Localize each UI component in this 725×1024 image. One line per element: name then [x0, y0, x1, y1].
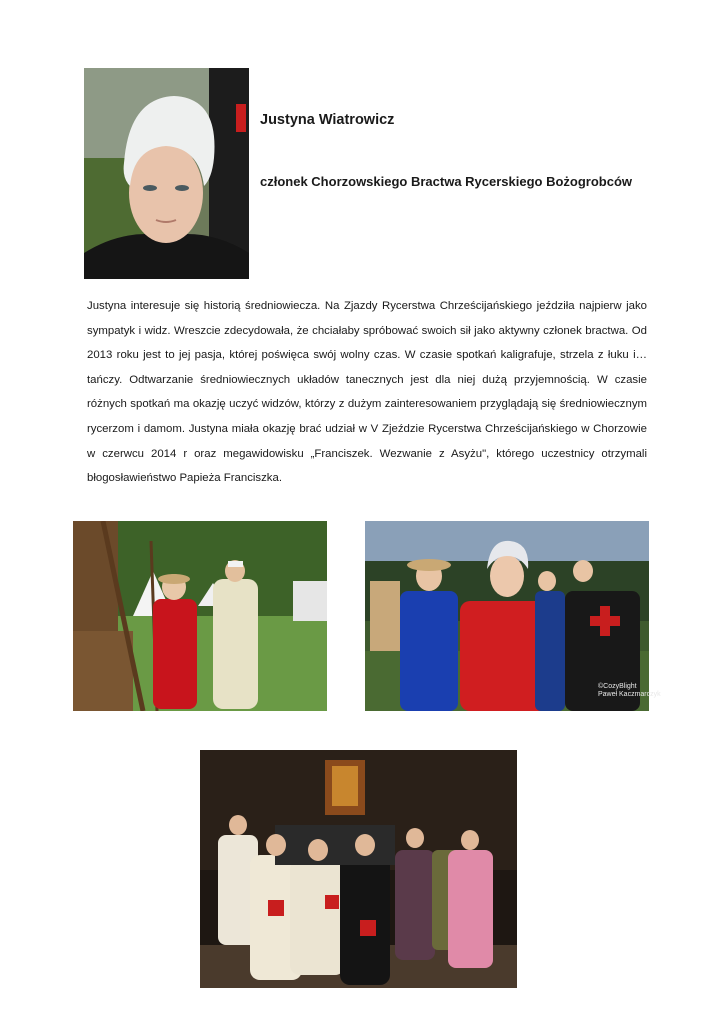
- bio-paragraph: Justyna interesuje się historią średniowiecza. Na Zjazdy Rycerstwa Chrześcijańskiego jeździła najpierw jako sympatyk i widz. Wreszcie zdecydowała, że chciałaby spróbować swoich sił jako aktywny członek bractwa. Od 2013 roku jest to jej pasja, której poświęca swój wolny czas. W czasie spotkań kaligrafuje, strzela z łuku i… tańczy. Odtwarzanie średniowiecznych układów tanecznych jest dla niej dużą przyjemnością. W czasie różnych spotkań ma okazję uczyć widzów, którzy z dużym zainteresowaniem przyglądają się średniowiecznym rycerzom i damom. Justyna miała okazję brać udział w V Zjeździe Rycerstwa Chrześcijańskiego w Chorzowie w czerwcu 2014 r oraz megawidowisku „Franciszek. Wezwanie z Asyżu", którego uczestnicy otrzymali błogosławieństwo Papieża Franciszka.: [87, 300, 647, 485]
- group-photo: [200, 750, 517, 988]
- photo-watermark: ©CozyBlight Paweł Kaczmarczyk: [598, 683, 661, 698]
- person-role: członek Chorzowskiego Bractwa Rycerskiego Bożogrobców: [260, 174, 633, 189]
- portrait-photo: [84, 68, 249, 279]
- camp-photo: [73, 521, 327, 711]
- person-name: Justyna Wiatrowicz: [260, 112, 395, 128]
